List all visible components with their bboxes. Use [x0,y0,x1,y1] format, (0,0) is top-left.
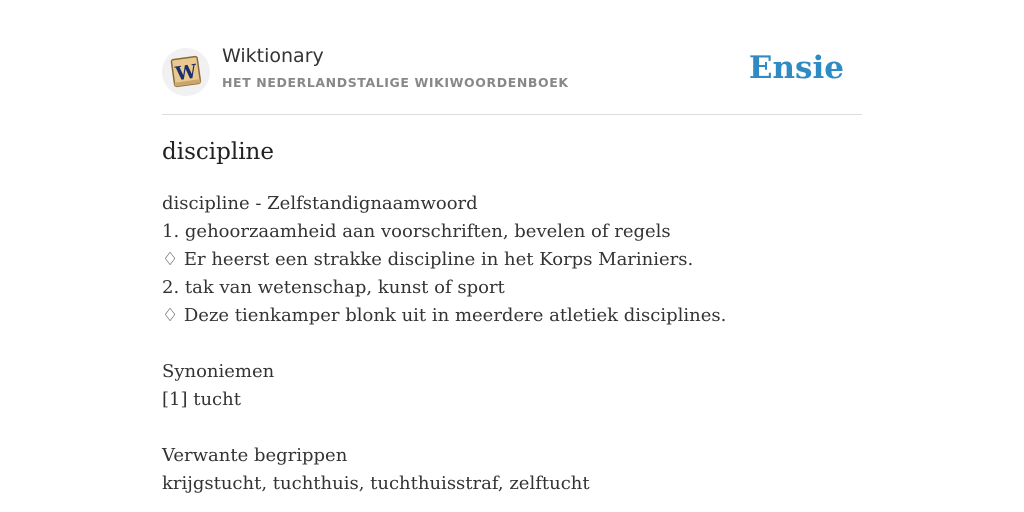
spacer [162,414,862,442]
related-label: Verwante begrippen [162,445,348,466]
definition-2: 2. tak van wetenschap, kunst of sport [162,277,505,298]
spacer [162,330,862,358]
entry-heading: discipline - Zelfstandignaamwoord [162,193,478,214]
logo-tile-icon [162,48,210,96]
entry-body [162,190,862,498]
synonyms-label: Synoniemen [162,361,275,382]
wiktionary-logo-icon[interactable] [162,48,210,96]
example-2: ♢ Deze tienkamper blonk uit in meerdere atletiek disciplines. [162,305,727,326]
synonyms-list: [1] tucht [162,389,241,410]
entry-content [162,136,862,498]
definition-1: 1. gehoorzaamheid aan voorschriften, bevelen of regels [162,221,671,242]
site-name[interactable]: Wiktionary [222,45,324,67]
site-tagline: HET NEDERLANDSTALIGE WIKIWOORDENBOEK [222,75,569,90]
logo-letter: W [174,60,199,86]
related-list: krijgstucht, tuchthuis, tuchthuisstraf, zelftucht [162,473,590,494]
ensie-brand-link[interactable]: Ensie [748,50,844,86]
site-header [162,44,862,115]
example-1: ♢ Er heerst een strakke discipline in het Korps Mariniers. [162,249,694,270]
entry-title: discipline [162,139,274,165]
